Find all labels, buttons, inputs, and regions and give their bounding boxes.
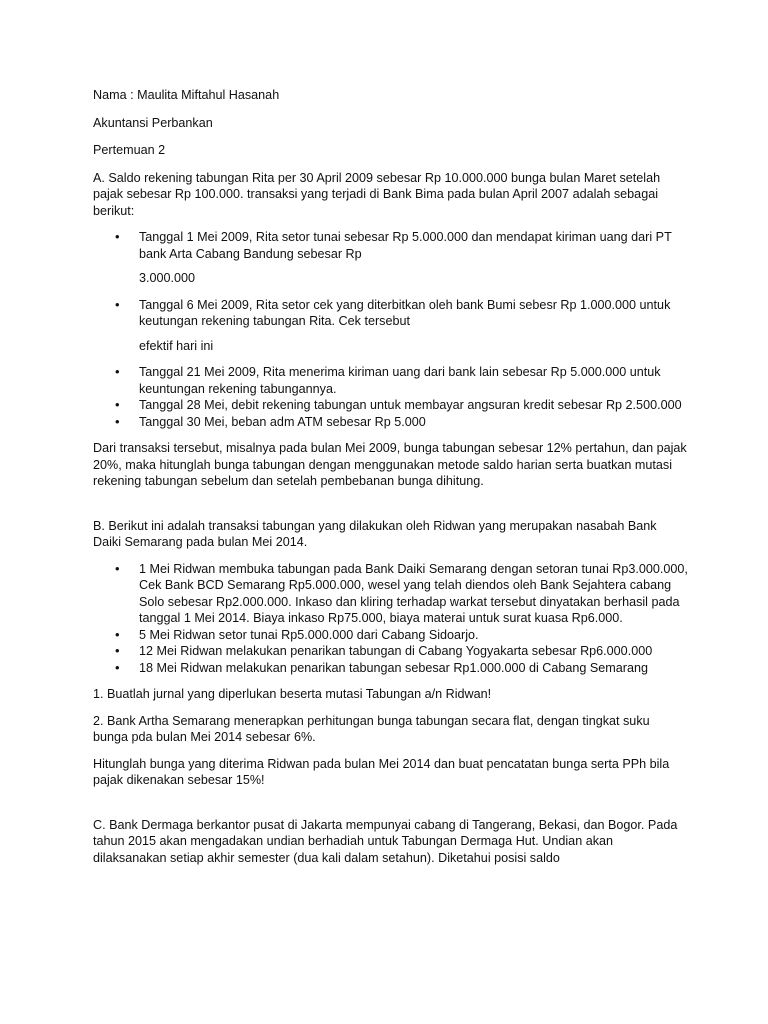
list-item: • 1 Mei Ridwan membuka tabungan pada Bank Daiki Semarang dengan setoran tunai Rp3.000.000, Cek Bank BCD Semarang Rp5.000.000, wesel yang telah diendos oleh Bank Sejahtera cabang Solo sebesar Rp2.000.000. Inkaso dan kliring terhadap warkat tersebut dinyatakan berhasil pada tanggal 1 Mei 2014. Biaya inkaso Rp75.000, biaya materai untuk surat kuasa Rp6.000. xyxy=(93,561,688,627)
list-item: • Tanggal 30 Mei, beban adm ATM sebesar Rp 5.000 xyxy=(93,414,688,431)
list-item: • Tanggal 28 Mei, debit rekening tabungan untuk membayar angsuran kredit sebesar Rp 2.500.000 xyxy=(93,397,688,414)
list-item-continuation: 3.000.000 xyxy=(139,271,196,285)
list-item: • Tanggal 21 Mei 2009, Rita menerima kiriman uang dari bank lain sebesar Rp 5.000.000 untuk keuntungan rekening tabungannya. xyxy=(93,364,688,397)
section-a-list xyxy=(93,229,688,262)
list-item: • 5 Mei Ridwan setor tunai Rp5.000.000 dari Cabang Sidoarjo. xyxy=(93,627,688,644)
section-a-intro: A. Saldo rekening tabungan Rita per 30 April 2009 sebesar Rp 10.000.000 bunga bulan Maret setelah pajak sebesar Rp 100.000. transaksi yang terjadi di Bank Bima pada bulan April 2007 adalah sebagai berikut: xyxy=(93,170,661,218)
list-item: • 12 Mei Ridwan melakukan penarikan tabungan di Cabang Yogyakarta sebesar Rp6.000.000 xyxy=(93,643,688,660)
section-a-list xyxy=(93,364,688,430)
list-item: • Tanggal 6 Mei 2009, Rita setor cek yang diterbitkan oleh bank Bumi sebesr Rp 1.000.000 untuk keutungan rekening tabungan Rita. Cek tersebut xyxy=(93,297,688,330)
section-a-question: Dari transaksi tersebut, misalnya pada bulan Mei 2009, bunga tabungan sebesar 12% pertahun, dan pajak 20%, maka hitunglah bunga tabungan dengan menggunakan metode saldo harian serta buatkan mutasi rekening tabungan sebelum dan setelah pembebanan bunga dihitung. xyxy=(93,441,687,488)
section-b-intro: B. Berikut ini adalah transaksi tabungan yang dilakukan oleh Ridwan yang merupakan nasabah Bank Daiki Semarang pada bulan Mei 2014. xyxy=(93,518,657,549)
section-b-question-2: 2. Bank Artha Semarang menerapkan perhitungan bunga tabungan secara flat, dengan tingkat suku bunga pda bulan Mei 2014 sebesar 6%. xyxy=(93,713,650,744)
section-a-list xyxy=(93,297,688,330)
section-b-list xyxy=(93,561,688,677)
student-name: Nama : Maulita Miftahul Hasanah xyxy=(93,88,280,102)
course-title: Akuntansi Perbankan xyxy=(93,115,213,130)
list-item: • Tanggal 1 Mei 2009, Rita setor tunai sebesar Rp 5.000.000 dan mendapat kiriman uang dari PT bank Arta Cabang Bandung sebesar Rp xyxy=(93,229,688,262)
list-item: • 18 Mei Ridwan melakukan penarikan tabungan sebesar Rp1.000.000 di Cabang Semarang xyxy=(93,660,688,677)
section-c-intro: C. Bank Dermaga berkantor pusat di Jakarta mempunyai cabang di Tangerang, Bekasi, dan Bogor. Pada tahun 2015 akan mengadakan undian berhadiah untuk Tabungan Dermaga Hut. Undian akan dilaksanakan setiap akhir semester (dua kali dalam setahun). Diketahui posisi saldo xyxy=(93,817,678,865)
section-b-question-1: 1. Buatlah jurnal yang diperlukan beserta mutasi Tabungan a/n Ridwan! xyxy=(93,687,492,701)
document-page xyxy=(93,87,688,866)
section-b-question-3: Hitunglah bunga yang diterima Ridwan pada bulan Mei 2014 dan buat pencatatan bunga serta PPh bila pajak dikenakan sebesar 15%! xyxy=(93,756,670,787)
list-item-continuation: efektif hari ini xyxy=(139,338,214,353)
meeting-title: Pertemuan 2 xyxy=(93,143,166,157)
